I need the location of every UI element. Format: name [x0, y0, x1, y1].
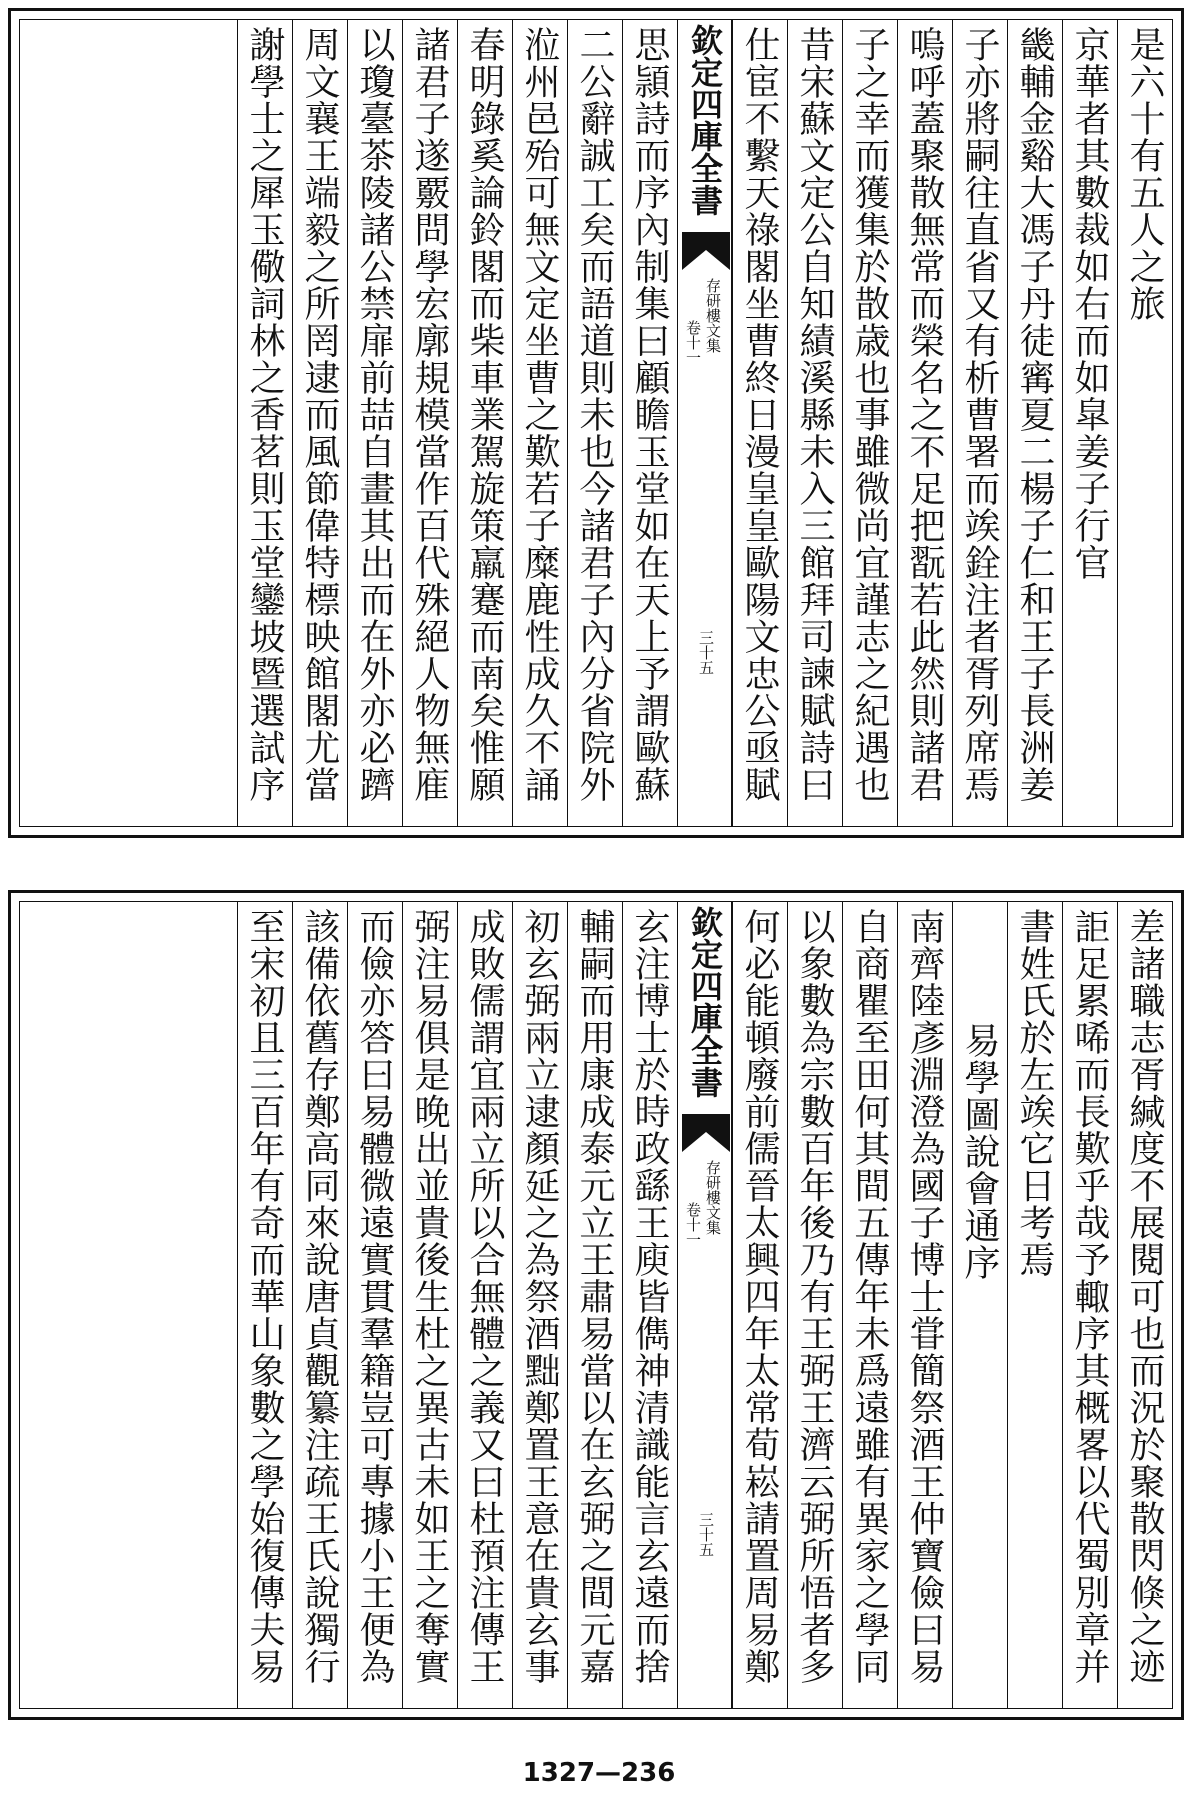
fold-column [677, 902, 732, 1708]
text-column: 涖州邑殆可無文定坐曹之歎若子糜鹿性成久不誦 [512, 20, 567, 826]
text-column: 詎足累唏而長歎乎哉予輙序其概畧以代蜀別章并 [1062, 902, 1117, 1708]
text-column: 思頴詩而序內制集曰顧瞻玉堂如在天上予謂歐蘇 [622, 20, 677, 826]
page-number: 三十五 [697, 1512, 715, 1557]
text-column: 子之幸而獲集於㪚歳也事雖微尚宜謹志之紀遇也 [842, 20, 897, 826]
text-column: 是六十有五人之旅 [1117, 20, 1172, 826]
text-column: 差諸職志胥緘度不展閱可也而況於聚散閃倏之迹 [1117, 902, 1172, 1708]
text-column: 玄注博士於時政繇王庾皆儁神清識能言玄遠而捨 [622, 902, 677, 1708]
text-column: 京華者其數裁如右而如皐姜子行官 [1062, 20, 1117, 826]
fishtail-mark-icon [682, 1114, 730, 1152]
text-column: 昔宋蘇文定公自知績溪縣未入三館拜司諫賦詩曰 [787, 20, 842, 826]
fold-column [677, 20, 732, 826]
text-column: 書姓氏於左竢它日考焉 [1007, 902, 1062, 1708]
collection-title: 存研樓文集 [704, 278, 722, 353]
text-column: 子亦將嗣往直省又有析曹署而竢銓注者胥列席焉 [952, 20, 1007, 826]
text-column: 以象數為宗數百年後乃有王弼王濟云弼所悟者多 [787, 902, 842, 1708]
text-column: 周文襄王端毅之所罔逮而風節偉特標映館閣尤當 [292, 20, 347, 826]
volume-label: 卷十一 [684, 320, 702, 365]
fishtail-mark-icon [682, 232, 730, 270]
text-column: 南齊陸彥淵澄為國子博士甞簡祭酒王仲寶儉曰易 [897, 902, 952, 1708]
text-column: 嗚呼蓋聚散無常而榮名之不足把翫若此然則諸君 [897, 20, 952, 826]
page-footer-number: 1327—236 [522, 1758, 676, 1788]
volume-label: 卷十一 [684, 1202, 702, 1247]
book-title: 欽定四庫全書 [686, 24, 724, 216]
text-column: 畿輔金谿大馮子丹徒寗夏二楊子仁和王子長洲姜 [1007, 20, 1062, 826]
section-title: 易學圖說會通序 [959, 1022, 1000, 1281]
page-number: 三十五 [697, 630, 715, 675]
text-column: 輔嗣而用康成泰元立王肅易當以在玄弼之間元嘉 [567, 902, 622, 1708]
text-column: 而儉亦答曰易體微遠實貫羣籍豈可專據小王便為 [347, 902, 402, 1708]
text-column: 諸君子遂覈問學宏廓規模當作百代殊絕人物無㢈 [402, 20, 457, 826]
text-column: 自商瞿至田何其間五傳年未爲遠雖有異家之學同 [842, 902, 897, 1708]
collection-title: 存研樓文集 [704, 1160, 722, 1235]
page-top-frame [19, 19, 1173, 827]
text-column: 春明錄奚論鈴閣而柴車業駕旋策羸蹇而南矣惟願 [457, 20, 512, 826]
text-column: 初玄弼兩立逮顏延之為祭酒黜鄭置王意在貴玄事 [512, 902, 567, 1708]
page-bottom-frame [19, 901, 1173, 1709]
page-top [8, 8, 1184, 838]
section-title-column [952, 902, 1007, 1708]
text-column: 該備依舊存鄭高同來說唐貞觀纂注疏王氏說獨行 [292, 902, 347, 1708]
text-column: 至宋初且三百年有奇而華山象數之學始復傳夫易 [237, 902, 292, 1708]
book-title: 欽定四庫全書 [686, 906, 724, 1098]
text-column: 以瓊臺茶陵諸公禁扉前喆自畫其出而在外亦必躋 [347, 20, 402, 826]
text-column: 何必能頓廢前儒晉太興四年太常荀崧請置周易鄭 [732, 902, 787, 1708]
text-column: 仕宦不繫天祿閣坐曹終日漫皇皇歐陽文忠公亟賦 [732, 20, 787, 826]
text-column: 弼注易俱是晚出並貴後生杜之異古未如王之奪實 [402, 902, 457, 1708]
page-bottom [8, 890, 1184, 1720]
text-column: 謝學士之犀玉儆詞林之香茗則玉堂鑾坡暨選試序 [237, 20, 292, 826]
text-column: 二公辭誠工矣而語道則未也今諸君子內分省院外 [567, 20, 622, 826]
text-column: 成敗儒謂宜兩立所以合無體之義又曰杜預注傳王 [457, 902, 512, 1708]
